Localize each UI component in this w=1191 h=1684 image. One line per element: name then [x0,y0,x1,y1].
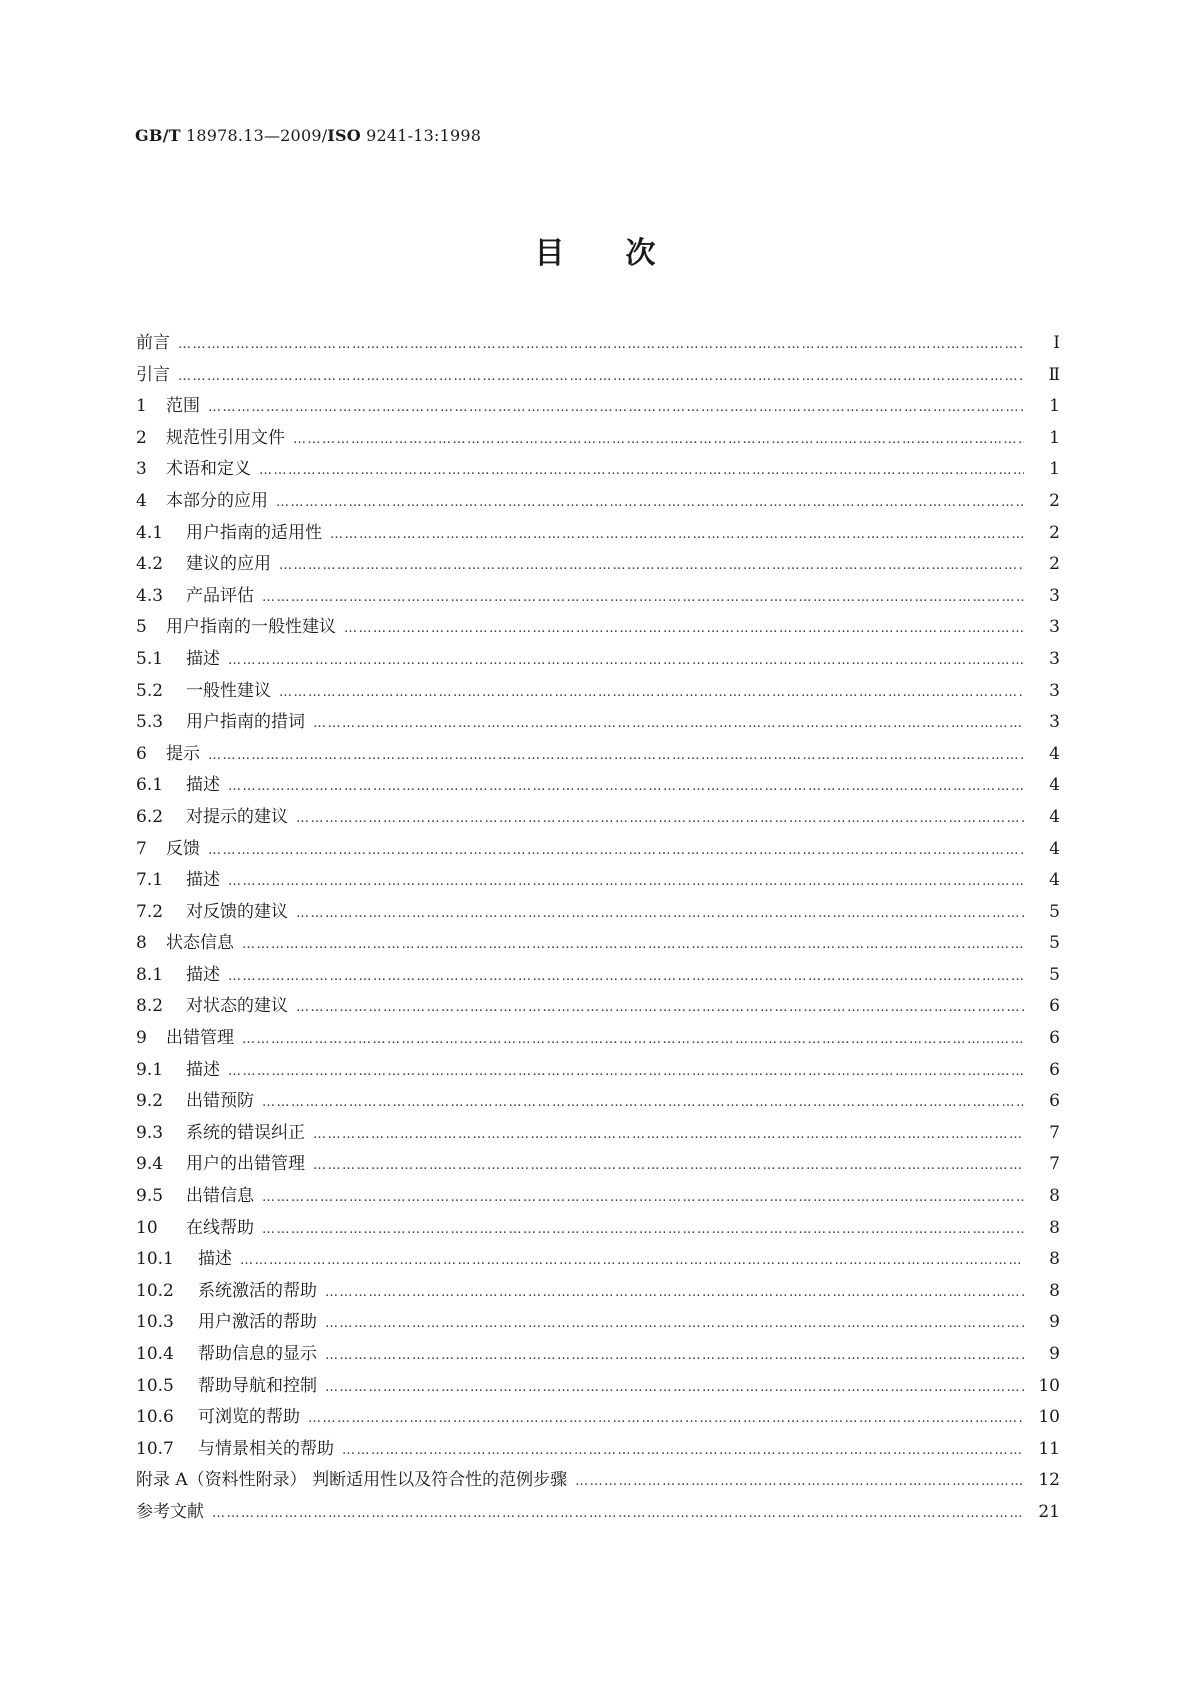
toc-entry-page: 12 [1038,1470,1060,1491]
toc-entry-label: 提示 [166,743,200,764]
toc-entry-page: 6 [1049,996,1060,1017]
toc-leader-dots [262,1087,1024,1119]
toc-entry[interactable] [136,707,1060,739]
toc-entry-label: 本部分的应用 [166,490,268,511]
toc-leader-dots [296,803,1024,835]
toc-entry[interactable] [136,1055,1060,1087]
toc-entry-number: 9.1 [136,1059,164,1080]
toc-entry-label: 参考文献 [136,1501,204,1522]
toc-entry[interactable] [136,676,1060,708]
toc-entry-page: 3 [1049,680,1060,701]
toc-leader-dots [293,424,1024,456]
toc-entry-page: 4 [1049,743,1060,764]
toc-entry-label: 状态信息 [166,933,234,954]
toc-entry[interactable] [136,391,1060,423]
toc-leader-dots [208,392,1024,424]
toc-entry-number: 9.2 [136,1091,164,1112]
toc-entry-label: 反馈 [166,838,200,859]
toc-entry[interactable] [136,1244,1060,1276]
toc-entry[interactable] [136,1497,1060,1529]
toc-entry-number: 4 [136,490,147,511]
toc-entry-label: 用户激活的帮助 [198,1312,317,1333]
toc-entry[interactable] [136,834,1060,866]
toc-entry-label: 产品评估 [186,585,254,606]
toc-entry-label: 可浏览的帮助 [198,1407,300,1428]
toc-entry-label: 描述 [186,964,220,985]
toc-entry-number: 4.2 [136,554,164,575]
toc-entry-page: 10 [1038,1375,1060,1396]
toc-entry-label: 前言 [136,333,170,353]
toc-entry-number: 9 [136,1028,147,1049]
toc-entry-page: 3 [1049,617,1060,638]
toc-entry-number: 7.2 [136,901,164,922]
toc-entry-page: 5 [1049,964,1060,985]
toc-entry[interactable] [136,1307,1060,1339]
toc-entry-label: 出错管理 [166,1028,234,1049]
toc-entry-number: 2 [136,427,147,448]
toc-leader-dots [228,1056,1024,1088]
toc-entry-number: 5 [136,617,147,638]
toc-entry-page: Ⅱ [1048,364,1060,385]
toc-entry-label: 帮助信息的显示 [198,1344,317,1364]
toc-entry-label: 用户指南的一般性建议 [166,617,336,638]
toc-leader-dots [262,1214,1024,1246]
page-title [0,228,1191,272]
toc-entry-page: 6 [1049,1091,1060,1112]
toc-leader-dots [276,487,1024,519]
toc-entry[interactable] [136,1181,1060,1213]
toc-entry-number: 4.3 [136,585,164,606]
toc-entry-page: 6 [1049,1059,1060,1080]
toc-leader-dots [308,1403,1024,1435]
toc-entry-page: 8 [1049,1280,1060,1301]
toc-entry-number: 5.3 [136,712,164,733]
toc-entry[interactable] [136,928,1060,960]
toc-entry-page: 11 [1038,1438,1060,1459]
toc-leader-dots [228,771,1024,803]
toc-entry-number: 6 [136,743,147,764]
toc-entry-number: 6.2 [136,806,164,827]
toc-entry[interactable] [136,1149,1060,1181]
toc-entry-number: 9.4 [136,1154,164,1175]
toc-entry[interactable] [136,549,1060,581]
toc-entry-label: 描述 [186,1059,220,1080]
toc-leader-dots [228,866,1024,898]
toc-entry[interactable] [136,1276,1060,1308]
toc-entry-page: 7 [1049,1122,1060,1143]
toc-entry-page: 1 [1049,396,1060,417]
toc-entry-page: 1 [1049,459,1060,480]
toc-entry-label: 对提示的建议 [186,806,288,827]
toc-entry-number: 5.2 [136,680,164,701]
toc-entry-page: Ⅰ [1053,333,1060,353]
toc-entry-page: 2 [1049,554,1060,575]
toc-entry-page: 9 [1049,1312,1060,1333]
toc-entry-page: 3 [1049,712,1060,733]
toc-entry-number: 10 [136,1217,158,1238]
toc-entry-label: 帮助导航和控制 [198,1375,317,1396]
toc-entry-number: 10.3 [136,1312,174,1333]
toc-leader-dots [325,1277,1024,1309]
toc-entry[interactable] [136,1371,1060,1403]
toc-leader-dots [240,1245,1024,1277]
toc-entry-page: 3 [1049,648,1060,669]
toc-entry[interactable] [136,1213,1060,1245]
toc-entry-number: 8.1 [136,964,164,985]
toc-entry-label: 在线帮助 [186,1217,254,1238]
toc-entry-label: 系统的错误纠正 [186,1122,305,1143]
toc-entry[interactable] [136,423,1060,455]
toc-entry-label: 范围 [166,396,200,417]
toc-entry-page: 1 [1049,427,1060,448]
toc-entry-number: 1 [136,396,147,417]
toc-entry-label: 规范性引用文件 [166,427,285,448]
toc-leader-dots [330,519,1024,551]
toc-entry[interactable] [136,1465,1060,1497]
toc-leader-dots [325,1372,1024,1404]
toc-entry-label: 用户指南的适用性 [186,522,322,543]
toc-entry-number: 7 [136,838,147,859]
toc-entry-label: 与情景相关的帮助 [198,1438,334,1459]
toc-entry[interactable] [136,1023,1060,1055]
toc-entry[interactable] [136,1118,1060,1150]
toc-entry-page: 4 [1049,838,1060,859]
toc-entry-label: 出错预防 [186,1091,254,1112]
toc-entry-label: 描述 [186,870,220,891]
toc-entry-page: 8 [1049,1186,1060,1207]
toc-entry-label: 对状态的建议 [186,996,288,1017]
toc-entry-number: 10.4 [136,1344,174,1364]
toc-entry-label: 描述 [186,648,220,669]
toc-leader-dots [178,329,1024,361]
toc-entry-page: 4 [1049,775,1060,796]
standard-code: GB/T [135,126,181,145]
toc-entry[interactable] [136,360,1060,392]
toc-entry[interactable] [136,581,1060,613]
toc-entry-label: 术语和定义 [166,459,251,480]
toc-leader-dots [296,992,1024,1024]
toc-leader-dots [279,677,1024,709]
toc-entry-number: 8.2 [136,996,164,1017]
toc-entry[interactable] [136,612,1060,644]
toc-entry-label: 出错信息 [186,1186,254,1207]
toc-entry-label: 用户指南的措词 [186,712,305,733]
toc-entry[interactable] [136,897,1060,929]
toc-leader-dots [228,645,1024,677]
toc-entry[interactable] [136,960,1060,992]
toc-leader-dots [296,898,1024,930]
toc-entry-number: 10.2 [136,1280,174,1301]
toc-entry-page: 4 [1049,870,1060,891]
toc-entry[interactable] [136,1086,1060,1118]
toc-entry-label: 建议的应用 [186,554,271,575]
toc-leader-dots [262,582,1024,614]
toc-entry-page: 9 [1049,1344,1060,1364]
toc-entry-number: 9.3 [136,1122,164,1143]
toc-entry-page: 3 [1049,585,1060,606]
toc-entry-number: 5.1 [136,648,164,669]
toc-entry[interactable] [136,770,1060,802]
toc-entry-label: 描述 [186,775,220,796]
toc-leader-dots [208,740,1024,772]
toc-entry-page: 8 [1049,1217,1060,1238]
toc-leader-dots [313,1150,1024,1182]
toc-entry[interactable] [136,802,1060,834]
toc-leader-dots [259,455,1024,487]
toc-entry-number: 10.1 [136,1249,174,1270]
toc-entry-number: 4.1 [136,522,164,543]
toc-leader-dots [242,1024,1024,1056]
toc-entry[interactable] [136,1434,1060,1466]
toc-entry-number: 7.1 [136,870,164,891]
toc-leader-dots [212,1498,1024,1530]
toc-leader-dots [313,1119,1024,1151]
toc-entry[interactable] [136,486,1060,518]
toc-entry-page: 5 [1049,901,1060,922]
toc-leader-dots [208,835,1024,867]
iso-code: ISO [327,126,361,145]
toc-entry[interactable] [136,328,1060,360]
toc-leader-dots [228,961,1024,993]
toc-entry[interactable] [136,739,1060,771]
toc-entry-number: 9.5 [136,1186,164,1207]
toc-leader-dots [325,1340,1024,1372]
toc-entry[interactable] [136,991,1060,1023]
toc-entry-number: 6.1 [136,775,164,796]
toc-entry-label: 引言 [136,364,170,385]
toc-entry-page: 2 [1049,490,1060,511]
toc-entry[interactable] [136,1339,1060,1371]
toc-leader-dots [342,1435,1024,1467]
toc-leader-dots [178,361,1024,393]
toc-entry-label: 一般性建议 [186,680,271,701]
toc-entry[interactable] [136,1402,1060,1434]
toc-entry[interactable] [136,644,1060,676]
toc-entry-label: 系统激活的帮助 [198,1280,317,1301]
toc-leader-dots [262,1182,1024,1214]
toc-leader-dots [279,550,1024,582]
toc-entry[interactable] [136,865,1060,897]
iso-number: 9241-13:1998 [360,126,482,145]
toc-leader-dots [325,1308,1024,1340]
toc-entry-page: 7 [1049,1154,1060,1175]
toc-entry-page: 5 [1049,933,1060,954]
toc-entry-page: 2 [1049,522,1060,543]
toc-leader-dots [344,613,1024,645]
toc-entry-page: 10 [1038,1407,1060,1428]
toc-leader-dots [575,1466,1024,1498]
document-header [135,126,481,145]
toc-entry-page: 21 [1038,1501,1060,1522]
toc-entry-page: 4 [1049,806,1060,827]
toc-entry-number: 10.7 [136,1438,174,1459]
toc-entry-page: 8 [1049,1249,1060,1270]
toc-entry-number: 3 [136,459,147,480]
toc-entry-number: 10.5 [136,1375,174,1396]
toc-entry-label: 附录 A（资料性附录） 判断适用性以及符合性的范例步骤 [136,1470,568,1491]
toc-entry-label: 用户的出错管理 [186,1154,305,1175]
toc-leader-dots [242,929,1024,961]
toc-entry[interactable] [136,454,1060,486]
table-of-contents [136,328,1060,1529]
title-char-2: 次 [625,236,657,271]
title-char-1: 目 [534,236,566,271]
toc-entry-number: 10.6 [136,1407,174,1428]
toc-entry-label: 对反馈的建议 [186,901,288,922]
standard-number: 18978.13—2009/ [180,126,328,145]
toc-entry-page: 6 [1049,1028,1060,1049]
toc-entry[interactable] [136,518,1060,550]
toc-leader-dots [313,708,1024,740]
toc-entry-number: 8 [136,933,147,954]
toc-entry-label: 描述 [198,1249,232,1270]
